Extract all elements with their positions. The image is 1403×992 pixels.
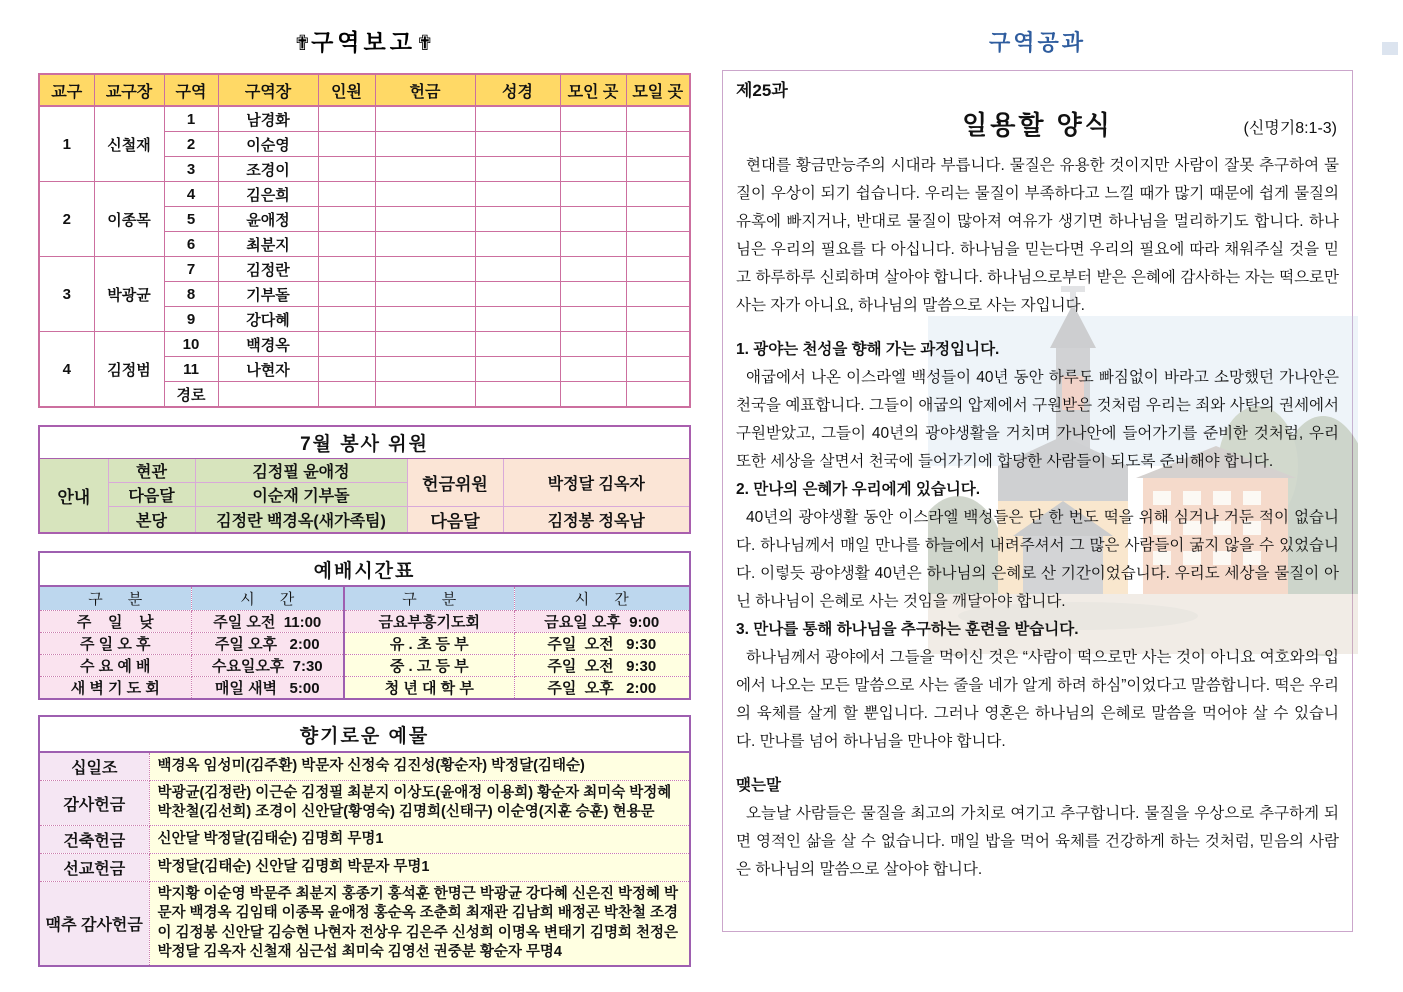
empty-cell: [626, 257, 690, 282]
empty-cell: [375, 106, 475, 132]
district-report-table: [38, 73, 691, 408]
district-leader: 나현자: [218, 357, 318, 382]
offering-type-label: 선교헌금: [39, 854, 149, 882]
empty-cell: [318, 132, 375, 157]
section-title: 예배시간표: [39, 552, 690, 586]
place-label: 본당: [108, 507, 195, 534]
empty-cell: [475, 307, 560, 332]
corner-decoration: [1382, 42, 1398, 55]
empty-cell: [318, 382, 375, 408]
lesson-box: [722, 70, 1353, 932]
service-name: 금요부흥기도회: [344, 611, 514, 633]
parish-leader: 박광균: [94, 257, 164, 332]
empty-cell: [560, 382, 626, 408]
service-time: 주일 오전 9:30: [514, 633, 690, 655]
empty-cell: [375, 232, 475, 257]
service-time: 주일 오전 9:30: [514, 655, 690, 677]
empty-cell: [318, 182, 375, 207]
offering-names: 신안달 박정달(김태순) 김명희 무명1: [149, 826, 690, 854]
service-name: 수 요 예 배: [39, 655, 191, 677]
empty-cell: [560, 257, 626, 282]
empty-cell: [475, 332, 560, 357]
empty-cell: [626, 382, 690, 408]
table-row: [39, 781, 690, 826]
empty-cell: [375, 182, 475, 207]
district-no: 7: [164, 257, 218, 282]
offering-type-label: 건축헌금: [39, 826, 149, 854]
empty-cell: [475, 232, 560, 257]
section-heading: 3. 만나를 통해 하나님을 추구하는 훈련을 받습니다.: [736, 621, 1079, 638]
empty-cell: [318, 357, 375, 382]
section-title: 향기로운 예물: [39, 716, 690, 752]
table-row: [39, 106, 690, 132]
offering-names: 박정달(김태순) 신안달 김명희 박문자 무명1: [149, 854, 690, 882]
empty-cell: [560, 182, 626, 207]
table-header-row: [39, 74, 690, 106]
empty-cell: [475, 132, 560, 157]
empty-cell: [626, 357, 690, 382]
closing-body: 오늘날 사람들은 물질을 최고의 가치로 여기고 추구합니다. 물질을 우상으로 추구하게 되면 영적인 삶을 살 수 없습니다. 매일 밥을 먹어 육체를 건강하게 하는 것처럼, 믿음의 사람은 하나님의 말씀으로 살아야 합니다.: [736, 805, 1339, 878]
empty-cell: [318, 332, 375, 357]
empty-cell: [475, 357, 560, 382]
empty-cell: [626, 182, 690, 207]
offering-names: 박광균(김정란) 이근순 김정필 최분지 이상도(윤애정 이용희) 황순자 최미숙 박정혜 박찬철(김선희) 조경이 신안달(황영숙) 김명희(신태구) 이순영(지훈 승훈) 현용문: [149, 781, 690, 826]
worship-schedule-table: [38, 551, 691, 700]
lesson-page: [722, 26, 1353, 932]
service-name: 주 일 낮: [39, 611, 191, 633]
empty-cell: [475, 157, 560, 182]
district-leader: 최분지: [218, 232, 318, 257]
empty-cell: [375, 307, 475, 332]
district-no: 6: [164, 232, 218, 257]
district-no: 5: [164, 207, 218, 232]
empty-cell: [318, 282, 375, 307]
district-leader: 기부돌: [218, 282, 318, 307]
district-leader: 강다혜: [218, 307, 318, 332]
table-row: [39, 677, 690, 700]
empty-cell: [626, 106, 690, 132]
district-leader: 김은희: [218, 182, 318, 207]
empty-cell: [375, 132, 475, 157]
empty-cell: [560, 357, 626, 382]
col-header: 모일 곳: [626, 74, 690, 106]
district-no: 8: [164, 282, 218, 307]
district-leader: 백경옥: [218, 332, 318, 357]
district-leader: 윤애정: [218, 207, 318, 232]
empty-cell: [560, 157, 626, 182]
next-month-names: 김정봉 정옥남: [503, 507, 690, 534]
district-no: 9: [164, 307, 218, 332]
col-header: 모인 곳: [560, 74, 626, 106]
service-time: 수요일오후 7:30: [191, 655, 344, 677]
parish-leader: 김정범: [94, 332, 164, 408]
table-row: [39, 332, 690, 357]
empty-cell: [375, 282, 475, 307]
district-leader: [218, 382, 318, 408]
lesson-headline: [736, 105, 1339, 142]
empty-cell: [318, 257, 375, 282]
offering-committee-label: 헌금위원: [407, 459, 503, 507]
col-header: 교구장: [94, 74, 164, 106]
table-row: [39, 257, 690, 282]
district-no: 3: [164, 157, 218, 182]
empty-cell: [560, 106, 626, 132]
offering-type-label: 맥추 감사헌금: [39, 882, 149, 966]
service-time: 매일 새벽 5:00: [191, 677, 344, 700]
empty-cell: [626, 132, 690, 157]
table-row: [39, 655, 690, 677]
table-title-row: [39, 716, 690, 752]
lesson-page-title: 구역공과: [988, 30, 1086, 55]
offering-committee-names: 박정달 김옥자: [503, 459, 690, 507]
empty-cell: [560, 232, 626, 257]
place-label: 다음달: [108, 483, 195, 507]
empty-cell: [626, 157, 690, 182]
parish-leader: 신철재: [94, 106, 164, 182]
empty-cell: [375, 207, 475, 232]
empty-cell: [626, 282, 690, 307]
empty-cell: [318, 157, 375, 182]
cross-icon: ✟: [293, 32, 312, 55]
table-row: [39, 882, 690, 966]
empty-cell: [475, 257, 560, 282]
section-body: 하나님께서 광야에서 그들을 먹이신 것은 “사람이 떡으로만 사는 것이 아니요 여호와의 입에서 나오는 모든 말씀으로 사는 줄을 네가 알게 하려 하심”이었다고 말씀합니다. 떡은 우리의 육체를 살게 할 뿐입니다. 그러나 영혼은 하나님의 은혜로 말씀을 먹어야 살 수 있습니다. 만나를 넘어 하나님을 만나야 합니다.: [736, 649, 1339, 750]
section-heading: 1. 광야는 천성을 향해 가는 과정입니다.: [736, 341, 1000, 358]
col-header: 시 간: [191, 586, 344, 611]
empty-cell: [375, 157, 475, 182]
col-header: 구역장: [218, 74, 318, 106]
district-leader: 김정란: [218, 257, 318, 282]
table-title-row: [39, 552, 690, 586]
col-header: 성경: [475, 74, 560, 106]
service-name: 중 . 고 등 부: [344, 655, 514, 677]
table-row: [39, 854, 690, 882]
service-committee-table: [38, 425, 691, 534]
table-row: [39, 633, 690, 655]
empty-cell: [560, 282, 626, 307]
parish-no: 1: [39, 106, 94, 182]
service-name: 청 년 대 학 부: [344, 677, 514, 700]
parish-no: 3: [39, 257, 94, 332]
service-name: 새 벽 기 도 회: [39, 677, 191, 700]
guide-label: 안내: [39, 459, 108, 534]
empty-cell: [626, 307, 690, 332]
empty-cell: [318, 207, 375, 232]
table-row: [39, 826, 690, 854]
table-row: [39, 459, 690, 483]
member-names: 이순재 기부돌: [195, 483, 407, 507]
empty-cell: [475, 282, 560, 307]
section-title: 7월 봉사 위원: [39, 426, 690, 459]
empty-cell: [318, 307, 375, 332]
report-title-text: 구역보고: [311, 29, 416, 55]
next-month-label: 다음달: [407, 507, 503, 534]
col-header: 교구: [39, 74, 94, 106]
district-leader: 남경화: [218, 106, 318, 132]
table-header-row: [39, 586, 690, 611]
table-row: [39, 182, 690, 207]
district-no: 1: [164, 106, 218, 132]
offering-type-label: 십일조: [39, 752, 149, 781]
offerings-table: [38, 715, 691, 967]
page-title: [38, 24, 689, 57]
closing-heading: 맺는말: [736, 777, 781, 794]
empty-cell: [475, 382, 560, 408]
lesson-title: 일용할 양식: [962, 110, 1113, 140]
service-time: 주일 오전 11:00: [191, 611, 344, 633]
table-row: [39, 611, 690, 633]
parish-no: 4: [39, 332, 94, 408]
district-leader: 이순영: [218, 132, 318, 157]
parish-leader: 이종목: [94, 182, 164, 257]
offering-names: 박지황 이순영 박문주 최분지 홍종기 홍석훈 한명근 박광균 강다혜 신은진 박정혜 박문자 백경옥 김임태 이종목 윤애정 홍순옥 조춘희 최재관 김남희 배정곤 박찬철 조경이 김정봉 신안달 김승현 나현자 전상우 김은주 신성희 이명옥 변태기 김명희 천정은 박정달 김옥자 신철재 심근섭 최미숙 김영선 권중분 황순자 무명4: [149, 882, 690, 966]
table-title-row: [39, 426, 690, 459]
empty-cell: [375, 332, 475, 357]
member-names: 김정란 백경옥(새가족팀): [195, 507, 407, 534]
empty-cell: [375, 257, 475, 282]
empty-cell: [475, 106, 560, 132]
empty-cell: [560, 332, 626, 357]
place-label: 현관: [108, 459, 195, 483]
empty-cell: [375, 357, 475, 382]
empty-cell: [560, 132, 626, 157]
table-row: [39, 752, 690, 781]
section-body: 애굽에서 나온 이스라엘 백성들이 40년 동안 하루도 빠짐없이 바라고 소망했던 가나안은 천국을 예표합니다. 그들이 애굽의 압제에서 구원받은 것처럼 우리는 죄와 사탄의 권세에서 구원받았고, 그들이 40년의 광야생활을 거치며 가나안에 들어가기를 준비한 것처럼, 우리 또한 세상을 살면서 천국에 들어가기에 합당한 사람들이 되도록 준비해야 합니다.: [736, 369, 1339, 470]
member-names: 김정필 윤애정: [195, 459, 407, 483]
col-header: 헌금: [375, 74, 475, 106]
service-time: 주일 오후 2:00: [514, 677, 690, 700]
table-row: [39, 507, 690, 534]
empty-cell: [560, 307, 626, 332]
empty-cell: [626, 232, 690, 257]
service-name: 주 일 오 후: [39, 633, 191, 655]
empty-cell: [318, 106, 375, 132]
scripture-reference: (신명기8:1-3): [1243, 120, 1337, 137]
section-heading: 2. 만나의 은혜가 우리에게 있습니다.: [736, 481, 981, 498]
offering-names: 백경옥 임성미(김주환) 박문자 신정숙 김진성(황순자) 박정달(김태순): [149, 752, 690, 781]
lesson-intro-paragraph: 현대를 황금만능주의 시대라 부릅니다. 물질은 유용한 것이지만 사람이 잘못 추구하여 물질이 우상이 되기 쉽습니다. 우리는 물질이 부족하다고 느낄 때가 많기 때문에 쉽게 물질의 유혹에 빠지거나, 반대로 물질이 많아져 여유가 생기면 하나님을 멀리하기도 합니다. 하나님은 우리의 필요를 다 아십니다. 하나님을 믿는다면 우리의 필요에 따라 채워주실 것을 믿고 하루하루 신뢰하며 살아야 합니다. 하나님으로부터 받은 은혜에 감사하는 자는 떡으로만 사는 자가 아니요, 하나님의 말씀으로 사는 자입니다.: [736, 157, 1339, 314]
district-no: 11: [164, 357, 218, 382]
col-header: 구 분: [39, 586, 191, 611]
empty-cell: [626, 332, 690, 357]
service-name: 유 . 초 등 부: [344, 633, 514, 655]
district-no: 10: [164, 332, 218, 357]
empty-cell: [318, 232, 375, 257]
empty-cell: [626, 207, 690, 232]
lesson-number: 제25과: [736, 81, 788, 100]
offering-type-label: 감사헌금: [39, 781, 149, 826]
empty-cell: [375, 382, 475, 408]
empty-cell: [475, 207, 560, 232]
service-time: 금요일 오후 9:00: [514, 611, 690, 633]
district-no: 4: [164, 182, 218, 207]
parish-no: 2: [39, 182, 94, 257]
service-time: 주일 오후 2:00: [191, 633, 344, 655]
col-header: 구 분: [344, 586, 514, 611]
district-no: 2: [164, 132, 218, 157]
district-report-page: [38, 24, 689, 967]
district-leader: 조경이: [218, 157, 318, 182]
section-body: 40년의 광야생활 동안 이스라엘 백성들은 단 한 번도 떡을 위해 심거나 거둔 적이 없습니다. 하나님께서 매일 만나를 하늘에서 내려주셔서 그 많은 사람들이 굶지 않을 수 있었습니다. 이렇듯 광야생활 40년은 하나님의 은혜로 산 기간이었습니다. 우리도 세상을 물질이 아닌 하나님이 은혜로 사는 것임을 깨달아야 합니다.: [736, 509, 1340, 610]
district-no: 경로: [164, 382, 218, 408]
col-header: 구역: [164, 74, 218, 106]
lesson-content: [736, 79, 1339, 884]
empty-cell: [560, 207, 626, 232]
cross-icon: ✟: [415, 32, 434, 55]
col-header: 시 간: [514, 586, 690, 611]
col-header: 인원: [318, 74, 375, 106]
empty-cell: [475, 182, 560, 207]
